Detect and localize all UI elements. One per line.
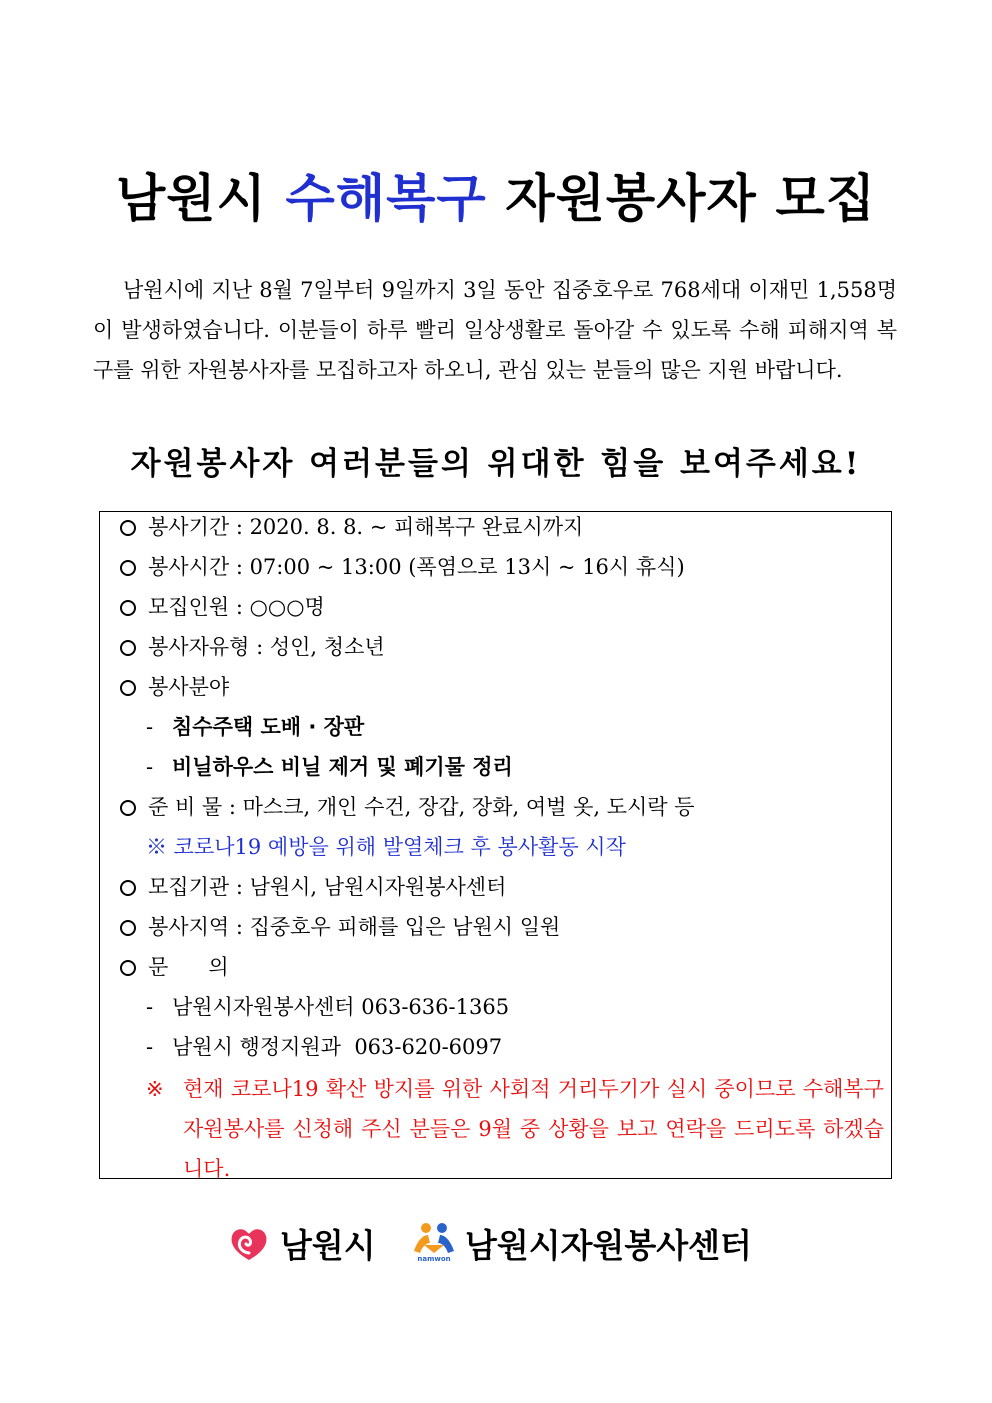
- area-text: 봉사지역 : 집중호우 피해를 입은 남원시 일원: [148, 915, 561, 939]
- field-item-text: 침수주택 도배 · 장판: [172, 715, 365, 739]
- circle-bullet-icon: [120, 880, 136, 896]
- time-row: [120, 552, 890, 582]
- contact-item: [120, 992, 890, 1022]
- footer-org2: 남원시자원봉사센터: [465, 1226, 752, 1265]
- time-text: 봉사시간 : 07:00 ~ 13:00 (폭염으로 13시 ~ 16시 휴식): [148, 555, 685, 579]
- organizer-text: 모집기관 : 남원시, 남원시자원봉사센터: [148, 875, 507, 899]
- area-row: [120, 912, 890, 942]
- covid-note: ※ 코로나19 예방을 위해 발열체크 후 봉사활동 시작: [146, 835, 626, 859]
- title-highlight: 수해복구: [285, 170, 487, 229]
- organizer-row: [120, 872, 890, 902]
- circle-bullet-icon: [120, 920, 136, 936]
- circle-bullet-icon: [120, 680, 136, 696]
- volunteer-center-logo-icon: [412, 1221, 456, 1263]
- title-part2: 자원봉사자 모집: [505, 170, 877, 229]
- title-part1: 남원시: [115, 170, 267, 229]
- intro-paragraph: 남원시에 지난 8월 7일부터 9일까지 3일 동안 집중호우로 768세대 이재민 1,558명이 발생하였습니다. 이분들이 하루 빨리 일상생활로 돌아갈 수 있도록 수해 피해지역 복구를 위한 자원봉사자를 모집하고자 하오니, 관심 있는 분들의 많은 지원 바랍니다.: [93, 278, 897, 382]
- period-text: 봉사기간 : 2020. 8. 8. ~ 피해복구 완료시까지: [148, 515, 584, 539]
- page-title: [0, 157, 992, 231]
- slogan: 자원봉사자 여러분들의 위대한 힘을 보여주세요!: [130, 446, 862, 482]
- recruits-text: 모집인원 : ○○○명: [148, 595, 325, 619]
- supplies-row: [120, 792, 890, 822]
- footer-org1: 남원시: [280, 1226, 376, 1265]
- volunteer-type-text: 봉사자유형 : 성인, 청소년: [148, 635, 385, 659]
- distancing-note: [146, 1069, 884, 1189]
- supplies-text: 준 비 물 : 마스크, 개인 수건, 장갑, 장화, 여벌 옷, 도시락 등: [148, 795, 695, 819]
- note-mark: ※: [146, 1077, 164, 1101]
- period-row: [120, 512, 890, 542]
- circle-bullet-icon: [120, 640, 136, 656]
- dash-bullet: -: [146, 755, 154, 779]
- field-label: 봉사분야: [148, 675, 230, 699]
- circle-bullet-icon: [120, 800, 136, 816]
- field-row: [120, 672, 890, 702]
- dash-bullet: -: [146, 1035, 154, 1059]
- field-item-text: 비닐하우스 비닐 제거 및 폐기물 정리: [172, 755, 513, 779]
- circle-bullet-icon: [120, 600, 136, 616]
- details-box: [99, 511, 892, 1179]
- namwon-city-logo-icon: [229, 1226, 269, 1262]
- dash-bullet: -: [146, 995, 154, 1019]
- dash-bullet: -: [146, 715, 154, 739]
- inquiry-label: 문 의: [148, 955, 229, 979]
- contact-text: 남원시 행정지원과 063-620-6097: [172, 1035, 503, 1059]
- circle-bullet-icon: [120, 560, 136, 576]
- contact-text: 남원시자원봉사센터 063-636-1365: [172, 995, 510, 1019]
- logo2-text: namwon: [417, 1255, 451, 1263]
- field-item: [120, 712, 890, 742]
- inquiry-row: [120, 952, 890, 982]
- circle-bullet-icon: [120, 960, 136, 976]
- volunteer-type-row: [120, 632, 890, 662]
- distancing-note-text: 현재 코로나19 확산 방지를 위한 사회적 거리두기가 실시 중이므로 수해복구 자원봉사를 신청해 주신 분들은 9월 중 상황을 보고 연락을 드리도록 하겠습니다.: [183, 1077, 884, 1181]
- field-item: [120, 752, 890, 782]
- footer: [0, 1218, 992, 1268]
- recruits-row: [120, 592, 890, 622]
- circle-bullet-icon: [120, 520, 136, 536]
- contact-item: [120, 1032, 890, 1062]
